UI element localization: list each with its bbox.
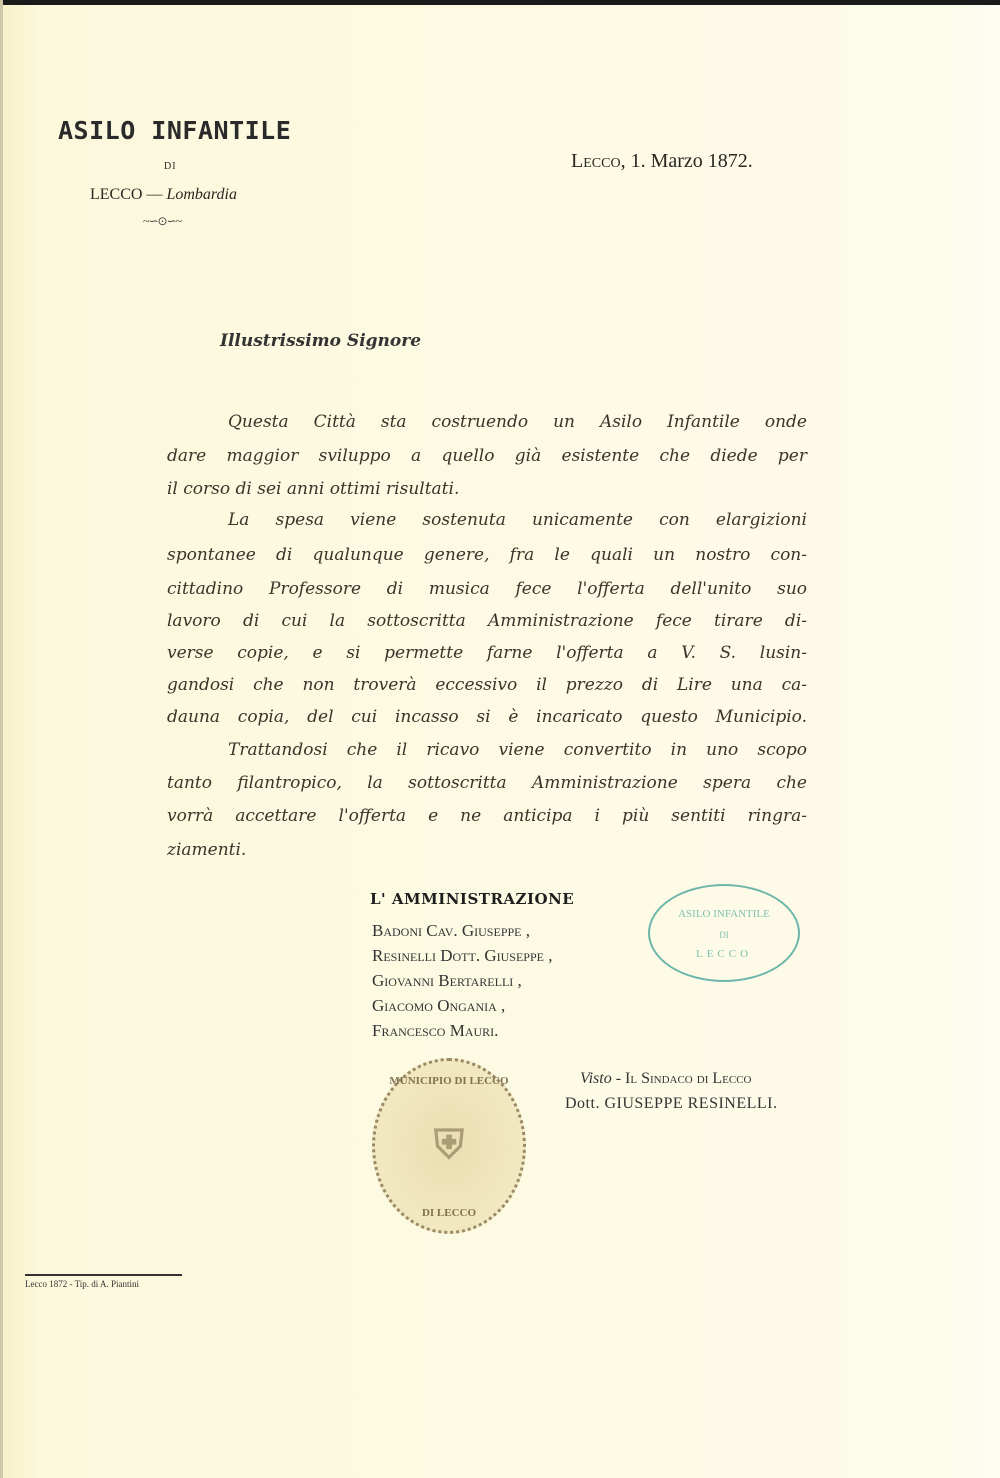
- body-line: Questa Città sta costruendo un Asilo Infantile onde: [228, 412, 807, 432]
- seal-text-top: MUNICIPIO DI LECCO: [389, 1075, 509, 1087]
- body-line: vorrà accettare l'offerta e ne anticipa i più sentiti ringra-: [167, 806, 807, 826]
- letter-date: [571, 150, 753, 173]
- body-line: ziamenti.: [167, 840, 247, 860]
- visto-label: Visto: [580, 1070, 612, 1087]
- letterhead-region: Lombardia: [166, 186, 237, 203]
- scan-left-edge: [0, 0, 3, 1478]
- body-line: dare maggior sviluppo a quello già esistente che diede per: [167, 446, 807, 466]
- mayor-signatory: Dott. GIUSEPPE RESINELLI.: [565, 1095, 778, 1112]
- body-line: cittadino Professore di musica fece l'offerta dell'unito suo: [167, 579, 807, 599]
- member-name: Resinelli Dott. Giuseppe ,: [372, 946, 553, 965]
- municipal-seal: [372, 1058, 526, 1234]
- stamp-line: ASILO INFANTILE: [678, 908, 770, 920]
- mayor-role: - Il Sindaco di Lecco: [611, 1070, 752, 1087]
- printer-imprint: Lecco 1872 - Tip. di A. Piantini: [25, 1279, 140, 1289]
- coat-of-arms-icon: ⛨: [434, 1122, 464, 1167]
- member-name: Francesco Mauri.: [372, 1021, 499, 1040]
- salutation: Illustrissimo Signore: [220, 331, 422, 351]
- letterhead-title: ASILO INFANTILE: [58, 116, 292, 145]
- body-line: il corso di sei anni ottimi risultati.: [167, 479, 460, 499]
- member-name: Giacomo Ongania ,: [372, 996, 506, 1015]
- body-line: lavoro di cui la sottoscritta Amministrazione fece tirare di-: [167, 611, 807, 631]
- imprint-rule: [25, 1274, 182, 1276]
- letterhead-city-name: LECCO —: [90, 186, 163, 203]
- body-line: verse copie, e si permette farne l'offerta a V. S. lusin-: [167, 643, 807, 663]
- body-line: gandosi che non troverà eccessivo il prezzo di Lire una ca-: [167, 675, 807, 695]
- letterhead-di: DI: [164, 161, 177, 172]
- stamp-line: DI: [719, 930, 729, 940]
- body-line: Trattandosi che il ricavo viene convertito in uno scopo: [228, 740, 807, 760]
- body-line: La spesa viene sostenuta unicamente con elargizioni: [228, 510, 807, 530]
- member-name: Badoni Cav. Giuseppe ,: [372, 921, 530, 940]
- ornament-icon: ~∽⊙∽~: [143, 214, 182, 228]
- date-text: , 1. Marzo 1872.: [620, 150, 753, 172]
- body-line: dauna copia, del cui incasso si è incaricato questo Municipio.: [167, 707, 807, 727]
- stamp-line: LECCO: [695, 948, 753, 960]
- administration-heading: L' AMMINISTRAZIONE: [370, 890, 575, 908]
- date-city: Lecco: [571, 150, 621, 172]
- body-line: tanto filantropico, la sottoscritta Amministrazione spera che: [167, 773, 807, 793]
- member-name: Giovanni Bertarelli ,: [372, 971, 522, 990]
- seal-text-bottom: DI LECCO: [421, 1207, 477, 1219]
- approval-line: [580, 1070, 751, 1088]
- scan-top-edge: [0, 0, 1000, 5]
- green-ink-stamp: [648, 884, 800, 982]
- body-line: spontanee di qualunque genere, fra le quali un nostro con-: [167, 545, 807, 565]
- letterhead-city: [90, 186, 237, 204]
